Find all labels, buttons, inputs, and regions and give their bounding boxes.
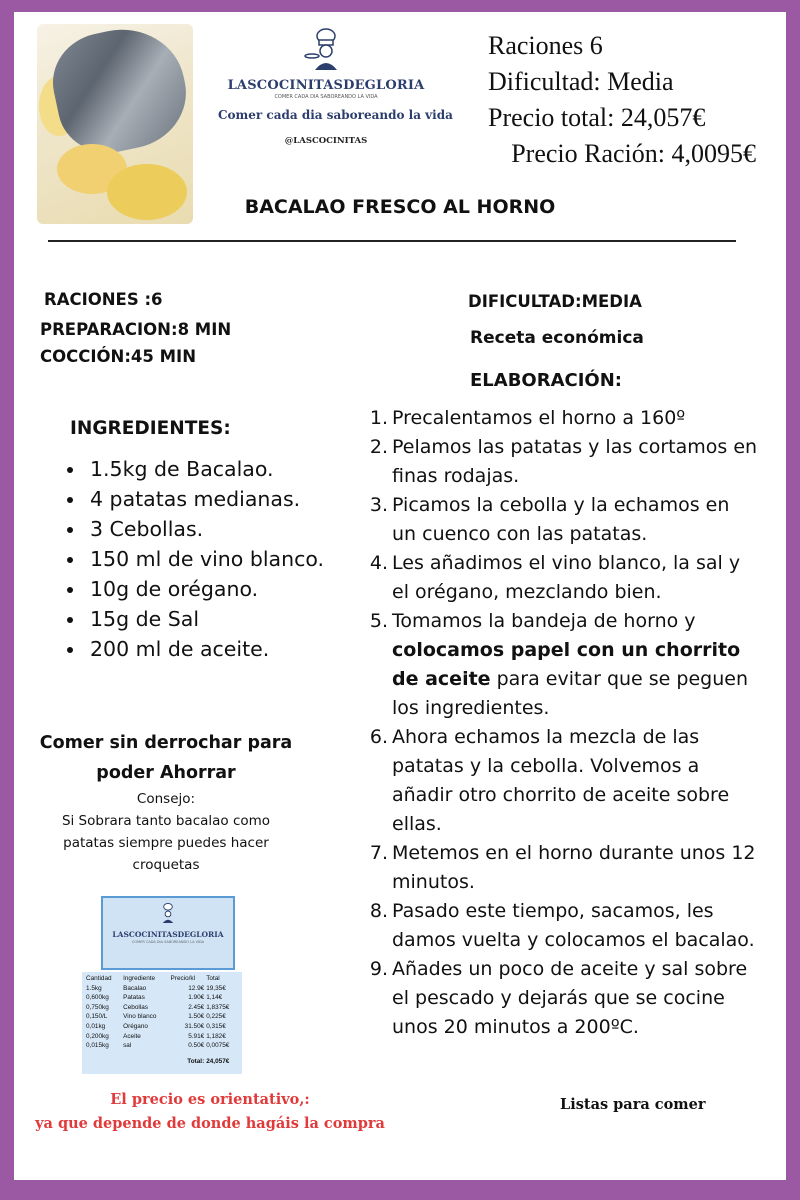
step-item <box>358 839 758 897</box>
step-item <box>358 549 758 607</box>
total-value: 24,057€ <box>206 1057 230 1065</box>
brand-slogan: Comer cada dia saboreando la vida <box>218 108 453 122</box>
col-header: Precio/kl <box>170 975 196 982</box>
meta-coccion: COCCIÓN:45 MIN <box>40 347 197 366</box>
dish-photo <box>37 24 193 224</box>
step-item <box>358 955 758 1042</box>
meta-preparacion: PREPARACION:8 MIN <box>40 320 232 339</box>
table-row <box>85 984 239 994</box>
ingredient-item: • 4 patatas medianas. <box>86 484 386 514</box>
summary-total-price: Precio total: 24,057€ <box>488 103 706 132</box>
step-number: 8. <box>369 900 388 922</box>
cell: Vino blanco <box>123 1013 157 1021</box>
ingredient-item: • 150 ml de vino blanco. <box>86 544 386 574</box>
cell: Patatas <box>123 994 145 1002</box>
price-disclaimer <box>20 1088 400 1136</box>
step-item <box>358 897 758 955</box>
step-item <box>358 491 758 549</box>
mini-brand-subtitle: COMER CADA DIA SABOREANDO LA VIDA <box>131 940 205 944</box>
step-text: Ahora echamos la mezcla de las patatas y la cebolla. Volvemos a añadir otro chorrito de aceite sobre ellas. <box>392 726 730 835</box>
cell: Bacalao <box>123 984 147 992</box>
mini-brand-name: LASCOCINITASDEGLORIA <box>112 930 224 939</box>
summary-info <box>436 28 756 172</box>
step-item <box>358 723 758 839</box>
cost-table-header <box>85 974 239 984</box>
step-number: 6. <box>369 726 388 748</box>
summary-difficulty: Dificultad: Media <box>488 67 674 96</box>
step-text: Les añadimos el vino blanco, la sal y el orégano, mezclando bien. <box>392 552 741 603</box>
step-text: Picamos la cebolla y la echamos en un cuenco con las patatas. <box>392 494 730 545</box>
step-item <box>358 433 758 491</box>
ingredient-item: • 1.5kg de Bacalao. <box>86 454 386 484</box>
table-row <box>85 1041 239 1051</box>
divider <box>48 240 736 242</box>
cell: 0,315€ <box>206 1022 226 1030</box>
brand-logo <box>218 26 453 166</box>
step-text: Tomamos la bandeja de horno y <box>392 610 696 632</box>
brand-subtitle: COMER CADA DIA SABOREANDO LA VIDA <box>274 94 378 100</box>
ingredient-item: • 15g de Sal <box>86 604 386 634</box>
cost-table <box>82 972 242 1074</box>
cell: 0,150/L <box>86 1013 108 1021</box>
steps-list <box>358 404 758 1042</box>
table-row <box>85 1022 239 1032</box>
step-number: 5. <box>369 610 388 632</box>
cell: 0,200kg <box>86 1032 109 1040</box>
step-number: 2. <box>369 436 388 458</box>
ingredients-list <box>46 454 386 664</box>
step-text: colocamos papel con un chorrito de aceite <box>392 639 741 690</box>
table-row <box>85 1012 239 1022</box>
tip-box <box>36 788 296 876</box>
chef-icon <box>303 26 349 72</box>
cell: 0,750kg <box>86 1003 109 1011</box>
step-number: 9. <box>369 958 388 980</box>
cell: 31.50€ <box>184 1022 205 1030</box>
table-row <box>85 1003 239 1013</box>
social-handle: @LASCOCINITAS <box>284 136 368 146</box>
cell: Aceite <box>123 1032 141 1040</box>
ingredients-heading: INGREDIENTES: <box>70 418 231 439</box>
cell: 19,35€ <box>206 984 226 992</box>
recipe-title: BACALAO FRESCO AL HORNO <box>244 196 556 218</box>
cell: 1,14€ <box>206 994 223 1002</box>
cell: 0,225€ <box>206 1013 226 1021</box>
cell: 5.91€ <box>188 1032 205 1040</box>
cell: 12.9€ <box>188 984 205 992</box>
col-header: Cantidad <box>86 975 112 982</box>
closing-text: Listas para comer <box>560 1096 706 1113</box>
step-text: Metemos en el horno durante unos 12 minutos. <box>392 842 756 893</box>
step-item <box>358 607 758 723</box>
cell: 0,01kg <box>86 1022 106 1030</box>
step-text: Pasado este tiempo, sacamos, les damos vuelta y colocamos el bacalao. <box>392 900 755 951</box>
cell: Cebollas <box>123 1003 148 1011</box>
meta-dificultad: DIFICULTAD:MEDIA <box>468 292 642 311</box>
brand-name: LASCOCINITASDEGLORIA <box>227 78 425 93</box>
cell: 2.45€ <box>188 1003 205 1011</box>
total-row <box>85 1057 239 1067</box>
tip-label: Consejo: <box>136 791 196 807</box>
cell: sal <box>123 1042 132 1050</box>
cell: Orégano <box>123 1022 148 1030</box>
col-header: Total <box>206 975 220 982</box>
cell: 1,8375€ <box>206 1003 230 1011</box>
ingredient-item: • 10g de orégano. <box>86 574 386 604</box>
chef-icon <box>157 902 179 924</box>
table-row <box>85 993 239 1003</box>
summary-portion-price: Precio Ración: 4,0095€ <box>511 139 756 168</box>
step-number: 7. <box>369 842 388 864</box>
step-number: 3. <box>369 494 388 516</box>
disclaimer-line-2: ya que depende de donde hagáis la compra <box>35 1115 385 1132</box>
total-label: Total: <box>187 1057 205 1065</box>
step-text: Pelamos las patatas y las cortamos en finas rodajas. <box>392 436 758 487</box>
ingredient-item: • 3 Cebollas. <box>86 514 386 544</box>
cell: 1.5kg <box>86 984 102 992</box>
summary-servings: Raciones 6 <box>488 31 603 60</box>
mini-brand-logo <box>101 896 235 970</box>
meta-economica: Receta económica <box>470 328 644 348</box>
cell: 0,015kg <box>86 1042 109 1050</box>
step-number: 4. <box>369 552 388 574</box>
ingredient-item: • 200 ml de aceite. <box>86 634 386 664</box>
step-text: para evitar que se peguen los ingredientes. <box>392 668 748 719</box>
table-row <box>85 1032 239 1042</box>
meta-raciones: RACIONES :6 <box>44 290 163 309</box>
cell: 1,182€ <box>206 1032 226 1040</box>
cell: 1.50€ <box>188 1013 205 1021</box>
cell: 1.90€ <box>188 994 205 1002</box>
col-header: Ingrediente <box>123 975 156 982</box>
step-item <box>358 404 758 433</box>
step-number: 1. <box>369 407 388 429</box>
cell: 0,0075€ <box>206 1042 230 1050</box>
step-text: Añades un poco de aceite y sal sobre el pescado y dejarás que se cocine unos 20 minutos a 200ºC. <box>392 958 748 1038</box>
tip-text: Si Sobrara tanto bacalao como patatas siempre puedes hacer croquetas <box>61 813 271 873</box>
elaboracion-heading: ELABORACIÓN: <box>470 370 622 391</box>
cell: 0,600kg <box>86 994 109 1002</box>
step-text: Precalentamos el horno a 160º <box>392 407 686 429</box>
cell: 0.50€ <box>188 1042 205 1050</box>
tagline: Comer sin derrochar para poder Ahorrar <box>39 733 293 783</box>
disclaimer-line-1: El precio es orientativo,: <box>110 1091 310 1108</box>
